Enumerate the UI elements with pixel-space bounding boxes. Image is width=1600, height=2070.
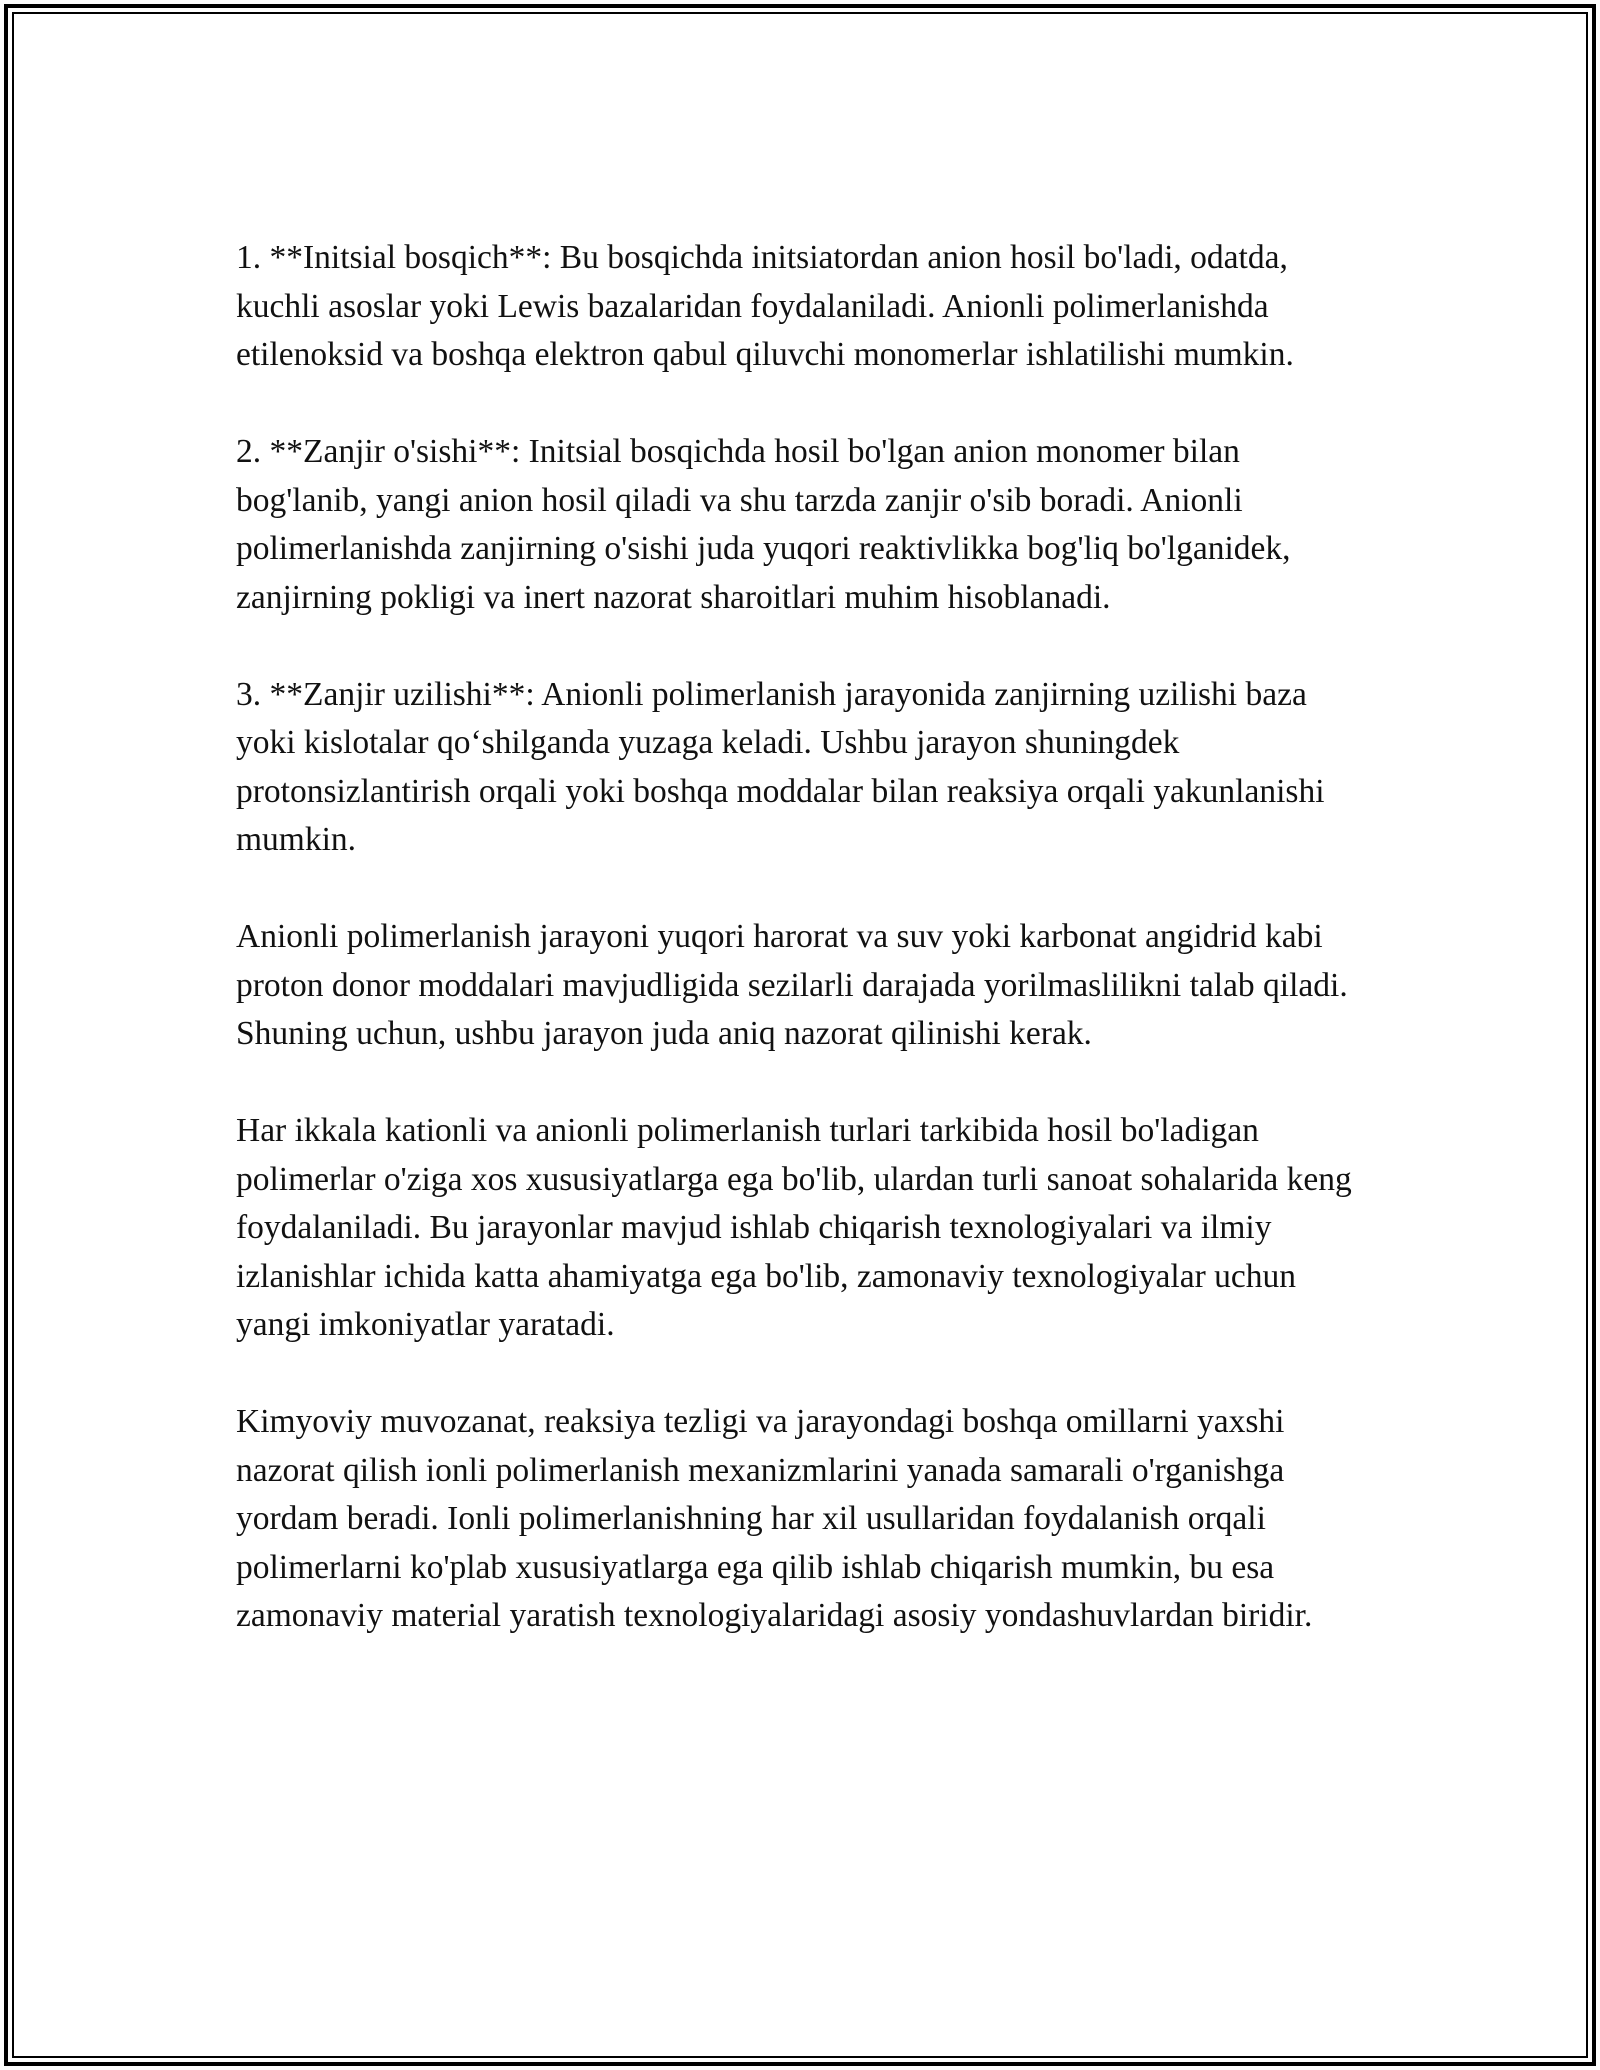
paragraph-applications: Har ikkala kationli va anionli polimerlanish turlari tarkibida hosil bo'ladigan polimerlar o'ziga xos xususiyatlarga ega bo'lib, ulardan turli sanoat sohalarida keng foydalaniladi. Bu jarayonlar mavjud ishlab chiqarish texnologiyalari va ilmiy izlanishlar ichida katta ahamiyatga ega bo'lib, zamonaviy texnologiyalar uchun yangi imkoniyatlar yaratadi.: [236, 1112, 1352, 1343]
paragraph-chain-growth: 2. **Zanjir o'sishi**: Initsial bosqichda hosil bo'lgan anion monomer bilan bog'lanib, yangi anion hosil qiladi va shu tarzda zanjir o'sib boradi. Anionli polimerlanishda zanjirning o'sishi juda yuqori reaktivlikka bog'liq bo'lganidek, zanjirning pokligi va inert nazorat sharoitlari muhim hisoblanadi.: [236, 433, 1291, 616]
paragraph-chain-termination: 3. **Zanjir uzilishi**: Anionli polimerlanish jarayonida zanjirning uzilishi baza yoki kislotalar qo‘shilganda yuzaga keladi. Ushbu jarayon shuningdek protonsizlantirish orqali yoki boshqa moddalar bilan reaksiya orqali yakunlanishi mumkin.: [236, 675, 1325, 858]
paragraph-initial-stage: 1. **Initsial bosqich**: Bu bosqichda initsiatordan anion hosil bo'ladi, odatda, kuchli asoslar yoki Lewis bazalaridan foydalaniladi. Anionli polimerlanishda etilenoksid va boshqa elektron qabul qiluvchi monomerlar ishlatilishi mumkin.: [236, 239, 1294, 373]
paragraph-conclusion: Kimyoviy muvozanat, reaksiya tezligi va jarayondagi boshqa omillarni yaxshi nazorat qilish ionli polimerlanish mexanizmlarini yanada samarali o'rganishga yordam beradi. Ionli polimerlanishning har xil usullaridan foydalanish orqali polimerlarni ko'plab xususiyatlarga ega qilib ishlab chiqarish mumkin, bu esa zamonaviy material yaratish texnologiyalaridagi asosiy yondashuvlardan biridir.: [236, 1403, 1313, 1634]
document-body: [236, 234, 1366, 1641]
paragraph-conditions: Anionli polimerlanish jarayoni yuqori harorat va suv yoki karbonat angidrid kabi proton donor moddalari mavjudligida sezilarli darajada yorilmaslilikni talab qiladi. Shuning uchun, ushbu jarayon juda aniq nazorat qilinishi kerak.: [236, 918, 1348, 1052]
